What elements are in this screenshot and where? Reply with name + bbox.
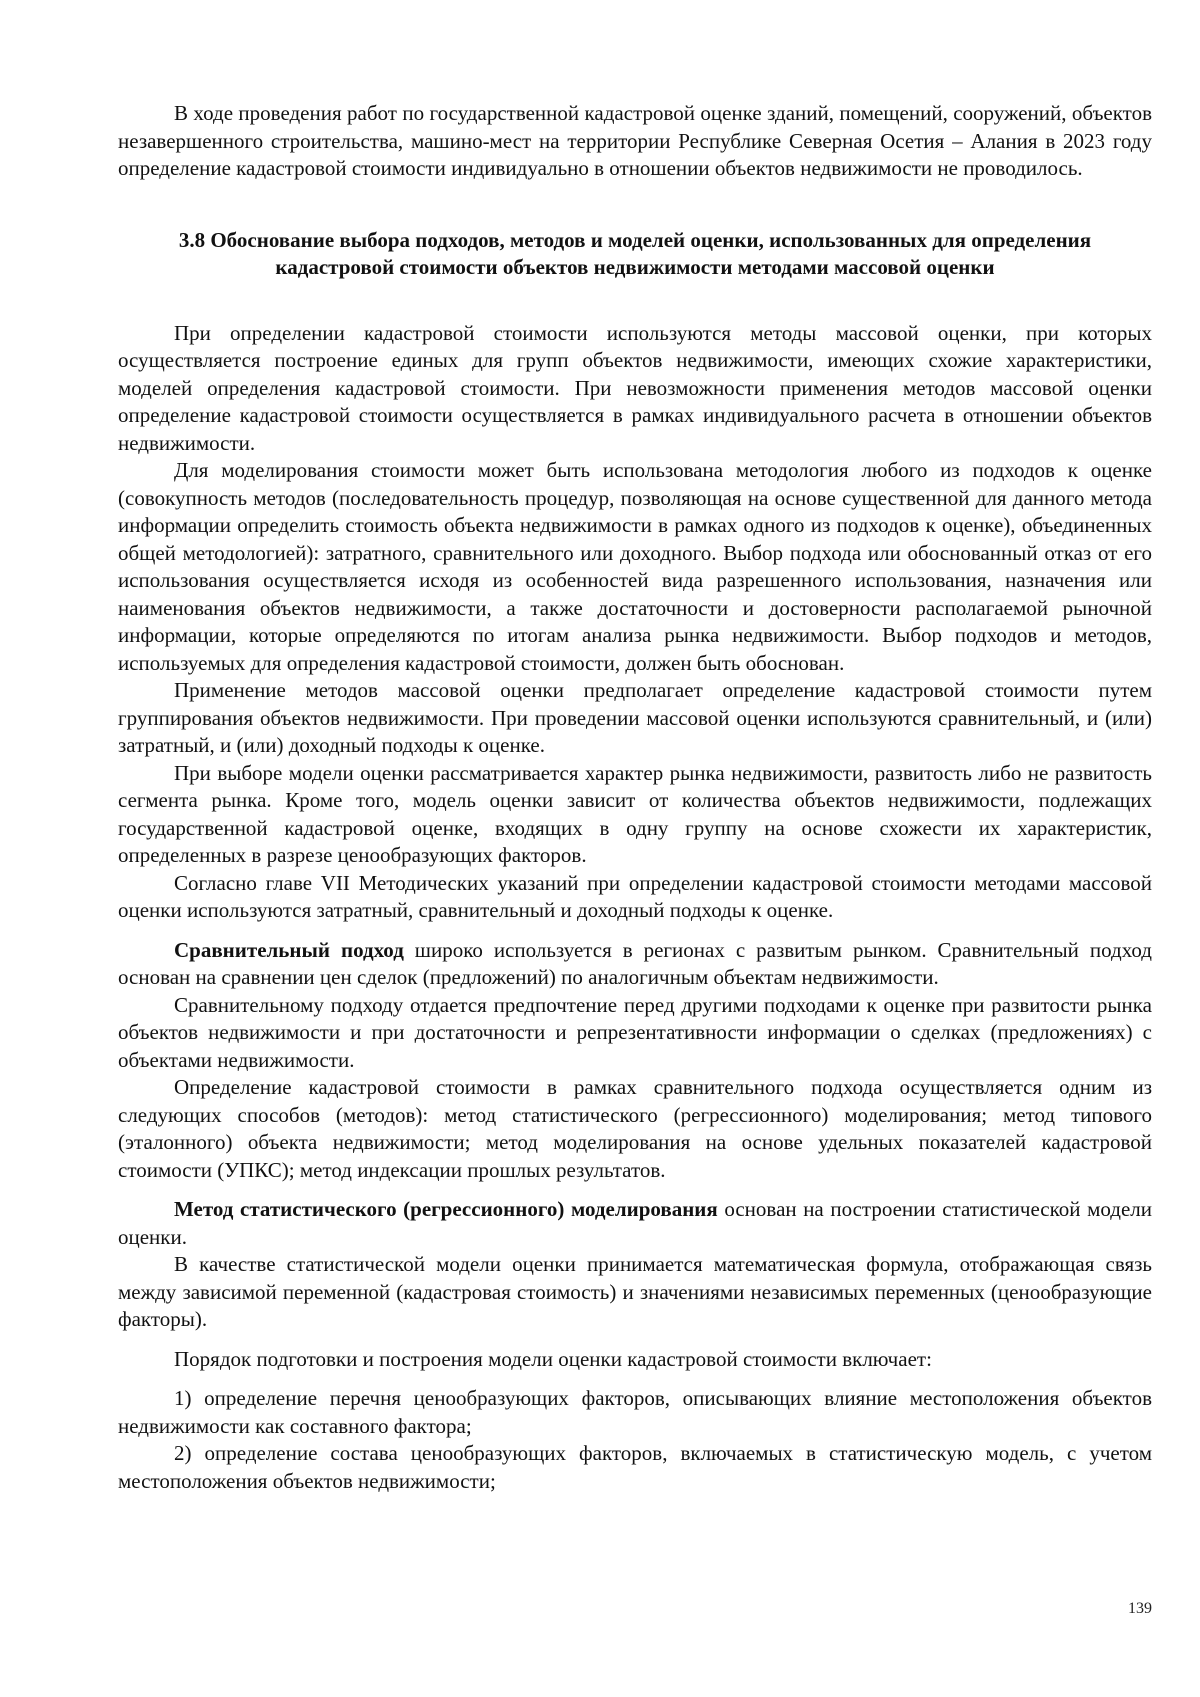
paragraph-intro: В ходе проведения работ по государственной кадастровой оценке зданий, помещений, сооружений, объектов незавершенного строительства, машино-мест на территории Республике Северная Осетия – Алания в 2023 году определение кадастровой стоимости индивидуально в отношении объектов недвижимости не проводилось. <box>118 101 1152 180</box>
paragraph-regression-method <box>118 1196 1152 1251</box>
paragraph-methodology: Для моделирования стоимости может быть использована методология любого из подходов к оценке (совокупность методов (последовательность процедур, позволяющая на основе существенной для данного метода информации определить стоимость объекта недвижимости в рамках одного из подходов к оценке), объединенных общей методологией): затратного, сравнительного или доходного. Выбор подхода или обоснованный отказ от его использования осуществляется исходя из особенностей вида разрешенного использования, назначения или наименования объектов недвижимости, а также достаточности и достоверности располагаемой рыночной информации, которые определяются по итогам анализа рынка недвижимости. Выбор подходов и методов, используемых для определения кадастровой стоимости, должен быть обоснован. <box>118 458 1152 675</box>
section-heading: 3.8 Обоснование выбора подходов, методов и моделей оценки, использованных для определения кадастровой стоимости объектов недвижимости методами массовой оценки <box>178 227 1092 279</box>
paragraph-mass-valuation: При определении кадастровой стоимости используются методы массовой оценки, при которых осуществляется построение единых для групп объектов недвижимости, имеющих схожие характеристики, моделей определения кадастровой стоимости. При невозможности применения методов массовой оценки определение кадастровой стоимости осуществляется в рамках индивидуального расчета в отношении объектов недвижимости. <box>118 320 1152 455</box>
list-item-1: 1) определение перечня ценообразующих факторов, описывающих влияние местоположения объектов недвижимости как составного фактора; <box>118 1386 1152 1438</box>
paragraph-comparative-preference: Сравнительному подходу отдается предпочтение перед другими подходами к оценке при развитости рынка объектов недвижимости и при достаточности и репрезентативности информации о сделках (предложениях) с объектами недвижимости. <box>118 992 1152 1072</box>
paragraph-model-choice: При выборе модели оценки рассматривается характер рынка недвижимости, развитость либо не развитость сегмента рынка. Кроме того, модель оценки зависит от количества объектов недвижимости, подлежащих государственной кадастровой оценке, входящих в одну группу на основе схожести их характеристик, определенных в разрезе ценообразующих факторов. <box>118 760 1152 867</box>
text-regression-method: основан на построении статистической модели оценки. <box>118 1197 1152 1249</box>
paragraph-procedure-intro: Порядок подготовки и построения модели оценки кадастровой стоимости включает: <box>174 1346 932 1371</box>
paragraph-chapter-vii: Согласно главе VII Методических указаний при определении кадастровой стоимости методами массовой оценки используются затратный, сравнительный и доходный подходы к оценке. <box>118 870 1152 922</box>
document-page <box>118 100 1152 1495</box>
paragraph-statistical-model: В качестве статистической модели оценки принимается математическая формула, отображающая связь между зависимой переменной (кадастровая стоимость) и значениями независимых переменных (ценообразующие факторы). <box>118 1252 1152 1331</box>
term-comparative-approach: Сравнительный подход <box>174 937 404 962</box>
paragraph-grouping: Применение методов массовой оценки предполагает определение кадастровой стоимости путем группирования объектов недвижимости. При проведении массовой оценки используются сравнительный, и (или) затратный, и (или) доходный подходы к оценке. <box>118 678 1152 757</box>
list-item-2: 2) определение состава ценообразующих факторов, включаемых в статистическую модель, с учетом местоположения объектов недвижимости; <box>118 1441 1152 1493</box>
page-number: 139 <box>1128 1600 1152 1617</box>
paragraph-comparative-approach <box>118 937 1152 992</box>
paragraph-comparative-methods: Определение кадастровой стоимости в рамках сравнительного подхода осуществляется одним из следующих способов (методов): метод статистического (регрессионного) моделирования; метод типового (эталонного) объекта недвижимости; метод моделирования на основе удельных показателей кадастровой стоимости (УПКС); метод индексации прошлых результатов. <box>118 1075 1152 1182</box>
term-regression-method: Метод статистического (регрессионного) моделирования <box>174 1197 718 1221</box>
text-comparative-approach: широко используется в регионах с развитым рынком. Сравнительный подход основан на сравнении цен сделок (предложений) по аналогичным объектам недвижимости. <box>118 937 1152 989</box>
